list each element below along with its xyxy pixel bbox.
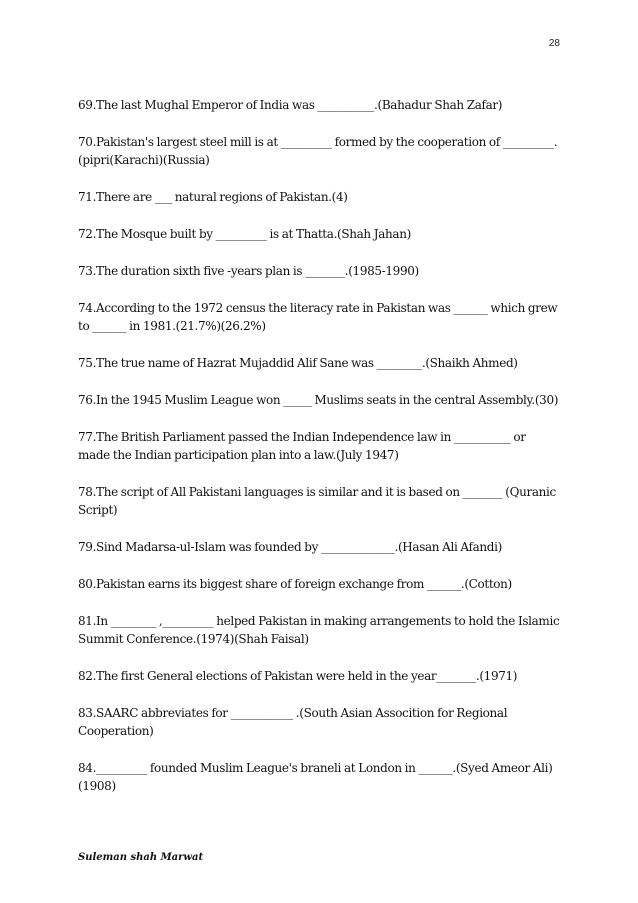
question-81: 81.In ________ ,_________ helped Pakistan in making arrangements to hold the Islamic Summit Conference.(1974)(Shah Faisal) (78, 614, 560, 646)
question-77: 77.The British Parliament passed the Indian Independence law in __________ or made the Indian participation plan into a law.(July 1947) (78, 430, 526, 462)
question-71: 71.There are ___ natural regions of Pakistan.(4) (78, 190, 348, 204)
question-78: 78.The script of All Pakistani languages is similar and it is based on _______ (Quranic Script) (78, 485, 556, 517)
footer-author: Suleman shah Marwat (78, 852, 204, 863)
question-70: 70.Pakistan's largest steel mill is at _________ formed by the cooperation of _________.(pipri(Karachi)(Russia) (78, 135, 558, 167)
question-82: 82.The first General elections of Pakistan were held in the year_______.(1971) (78, 669, 518, 683)
question-69: 69.The last Mughal Emperor of India was __________.(Bahadur Shah Zafar) (78, 98, 503, 112)
question-74: 74.According to the 1972 census the literacy rate in Pakistan was ______ which grew to ______ in 1981.(21.7%)(26.2%) (78, 301, 558, 333)
question-list (78, 96, 560, 814)
question-76: 76.In the 1945 Muslim League won _____ Muslims seats in the central Assembly.(30) (78, 393, 559, 407)
page-number: 28 (548, 38, 560, 49)
question-72: 72.The Mosque built by _________ is at Thatta.(Shah Jahan) (78, 227, 411, 241)
question-80: 80.Pakistan earns its biggest share of foreign exchange from ______.(Cotton) (78, 577, 512, 591)
question-73: 73.The duration sixth five -years plan is _______.(1985-1990) (78, 264, 419, 278)
question-83: 83.SAARC abbreviates for ___________ .(South Asian Assocition for Regional Cooperation) (78, 706, 508, 738)
question-75: 75.The true name of Hazrat Mujaddid Alif Sane was ________.(Shaikh Ahmed) (78, 356, 518, 370)
question-79: 79.Sind Madarsa-ul-Islam was founded by _____________.(Hasan Ali Afandi) (78, 540, 502, 554)
question-84: 84._________ founded Muslim League's braneli at London in ______.(Syed Ameor Ali)(1908) (78, 761, 553, 793)
